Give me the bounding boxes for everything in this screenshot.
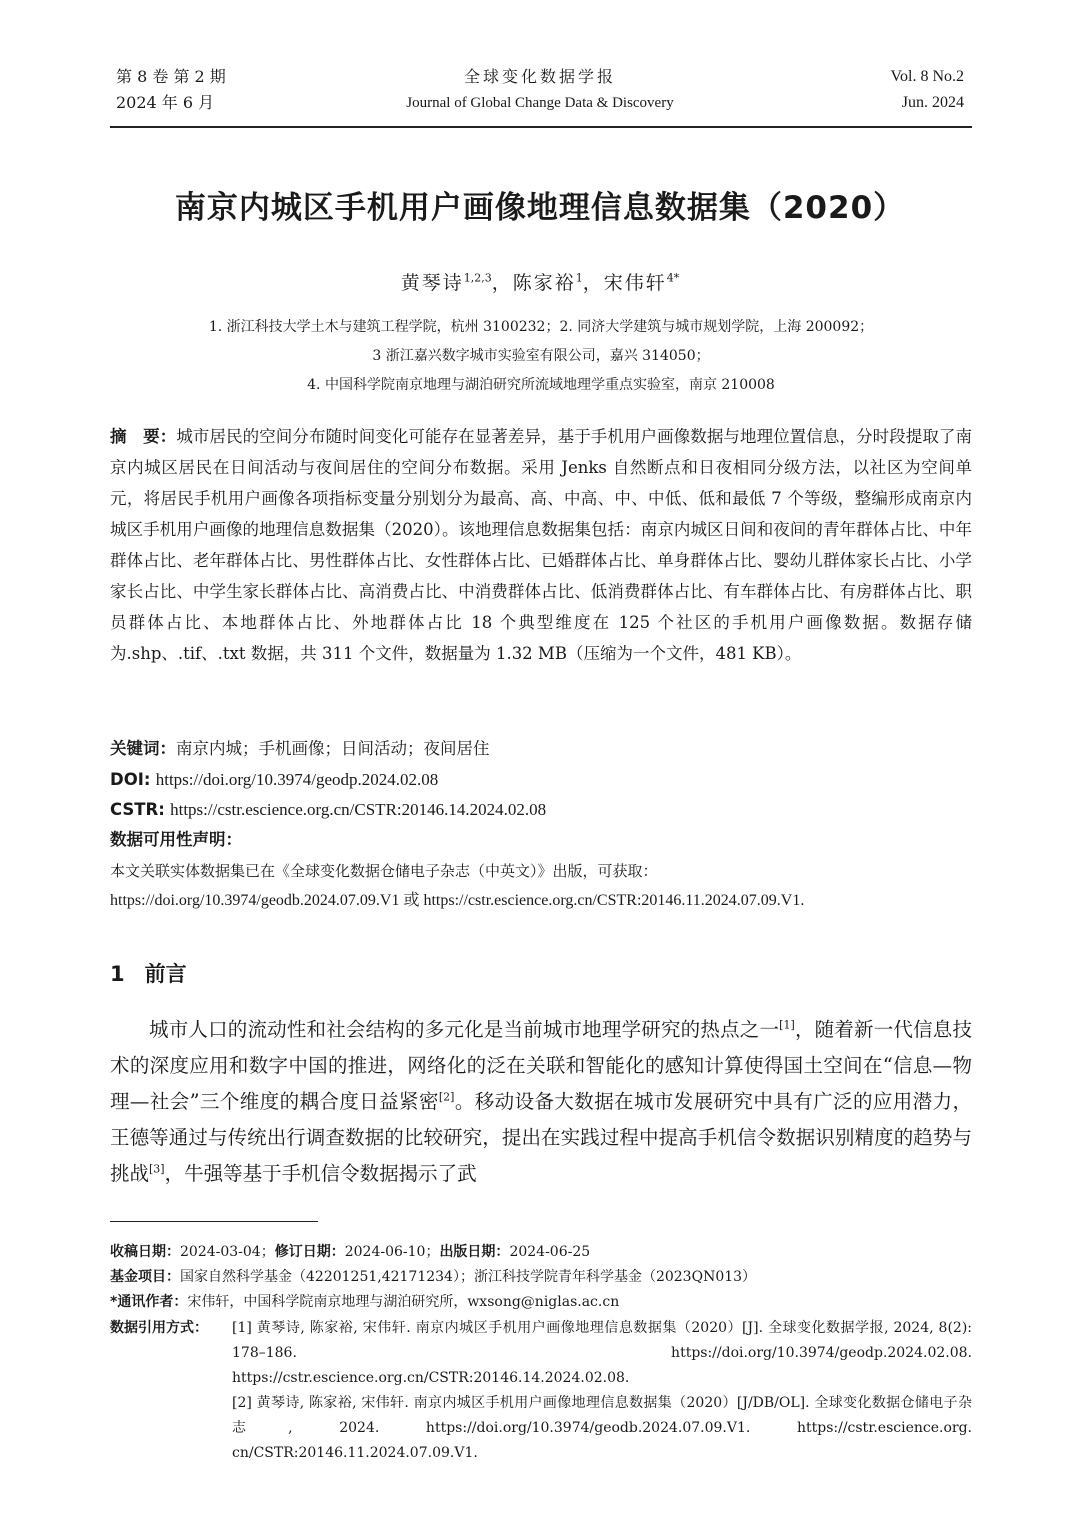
section-number: 1: [110, 962, 125, 986]
citation-label: 数据引用方式：: [110, 1320, 208, 1336]
affiliation-line: 4. 中国科学院南京地理与湖泊研究所流域地理学重点实验室，南京 210008: [307, 377, 775, 393]
fund-line: [110, 1265, 972, 1290]
cstr-link[interactable]: https://cstr.escience.org.cn/CSTR:20146.14.2024.02.08: [170, 800, 547, 819]
revised-date: 2024-06-10；: [344, 1244, 440, 1260]
author-list: [0, 268, 1080, 295]
data-citation: [110, 1316, 972, 1466]
citation-item: [110, 1316, 972, 1391]
affiliation-line: 1. 浙江科技大学土木与建筑工程学院，杭州 3100232；2. 同济大学建筑与城市规划学院，上海 200092；: [208, 319, 874, 335]
published-label: 出版日期：: [439, 1244, 510, 1260]
section-heading: [110, 958, 187, 988]
corr-text: 宋伟轩，中国科学院南京地理与湖泊研究所，wxsong@niglas.ac.cn: [187, 1294, 620, 1310]
received-date: 2024-03-04；: [180, 1244, 275, 1260]
fund-label: 基金项目：: [110, 1269, 180, 1285]
journal-name-en: Journal of Global Change Data & Discovery: [406, 95, 674, 111]
journal-name: [340, 64, 740, 116]
intro-text: ，随着新一代信息技术的深度应用和数字中国的推进，网络化的泛在关联和智能化的感知计算使得国土空间在“信息—物理—社会”三个维度的耦合度日益紧密: [110, 1018, 972, 1113]
keywords: [110, 734, 972, 764]
citation-ref[interactable]: [1]: [779, 1018, 795, 1032]
journal-name-zh: 全球变化数据学报: [463, 67, 616, 86]
cstr-label: CSTR:: [110, 800, 165, 819]
abstract-label: 摘 要：: [110, 427, 177, 446]
doi: [110, 765, 972, 795]
revised-label: 修订日期：: [274, 1244, 345, 1260]
availability-label: 数据可用性声明：: [110, 830, 242, 849]
availability-links[interactable]: https://doi.org/10.3974/geodb.2024.07.09.V1 或 https://cstr.escience.org.cn/CSTR:20146.11.2024.07.09.V1.: [110, 892, 805, 909]
intro-text: ，牛强等基于手机信令数据揭示了武: [164, 1162, 477, 1185]
header-right: [891, 64, 965, 116]
citation-ref[interactable]: [3]: [149, 1162, 165, 1176]
availability-statement: [110, 856, 972, 916]
intro-text: 城市人口的流动性和社会结构的多元化是当前城市地理学研究的热点之一: [149, 1018, 780, 1041]
keywords-text: 南京内城；手机画像；日间活动；夜间居住: [176, 739, 490, 758]
footnote-rule: [110, 1221, 318, 1222]
affiliations: [110, 313, 972, 400]
author-separator: ，: [491, 272, 513, 294]
corresponding-author: [110, 1290, 972, 1315]
availability-line: 本文关联实体数据集已在《全球变化数据仓储电子杂志（中英文）》出版，可获取：: [110, 862, 658, 880]
header-rule: [110, 126, 972, 128]
author-affiliation-mark: 1,2,3: [463, 271, 492, 285]
issue-date: 2024 年 6 月: [116, 93, 215, 112]
abstract-text: 城市居民的空间分布随时间变化可能存在显著差异，基于手机用户画像数据与地理位置信息，分时段提取了南京内城区居民在日间活动与夜间居住的空间分布数据。采用 Jenks 自然断点和日夜相同分级方法，以社区为空间单元，将居民手机用户画像各项指标变量分别划分为最高、高、中高、中、中低、低和最低 7 个等级，整编形成南京内城区手机用户画像的地理信息数据集（2020）。该地理信息数据集包括：南京内城区日间和夜间的青年群体占比、中年群体占比、老年群体占比、男性群体占比、女性群体占比、已婚群体占比、单身群体占比、婴幼儿群体家长占比、小学家长占比、中学生家长群体占比、高消费占比、中消费群体占比、低消费群体占比、有车群体占比、有房群体占比、职员群体占比、本地群体占比、外地群体占比 18 个典型维度在 125 个社区的手机用户画像数据。数据存储为.shp、.tif、.txt 数据，共 311 个文件，数据量为 1.32 MB（压缩为一个文件，481 KB）。: [110, 427, 973, 663]
fund-text: 国家自然科学基金（42201251,42171234）；浙江科技学院青年科学基金（2023QN013）: [180, 1269, 757, 1285]
author-name: 宋伟轩: [603, 272, 667, 294]
section-title: 前言: [144, 962, 187, 986]
issue-volume: 第 8 卷 第 2 期: [116, 67, 226, 86]
cstr: [110, 795, 972, 825]
date-en: Jun. 2024: [901, 94, 964, 111]
availability-heading: [110, 825, 972, 855]
citation-text: [2] 黄琴诗, 陈家裕, 宋伟轩. 南京内城区手机用户画像地理信息数据集（2020）[J/DB/OL]. 全球变化数据仓储电子杂志, 2024. https://doi.org/10.3974/geodb.2024.07.09.V1. https://cstr.escience.org. cn/CSTR:20146.11.2024.07.09.V1.: [232, 1395, 972, 1461]
author-name: 黄琴诗: [400, 272, 464, 294]
published-date: 2024-06-25: [509, 1244, 591, 1260]
author-affiliation-mark: 1: [575, 271, 583, 285]
header-left: [116, 64, 226, 116]
intro-paragraph: [110, 1012, 972, 1192]
paper-title: 南京内城区手机用户画像地理信息数据集（2020）: [174, 190, 906, 226]
author-separator: ，: [582, 272, 604, 294]
volume-en: Vol. 8 No.2: [890, 68, 964, 85]
affiliation-line: 3 浙江嘉兴数字城市实验室有限公司，嘉兴 314050；: [372, 348, 710, 364]
received-label: 收稿日期：: [110, 1244, 180, 1260]
abstract: [110, 421, 972, 669]
citation-ref[interactable]: [2]: [438, 1090, 455, 1104]
author-name: 陈家裕: [512, 272, 576, 294]
citation-text: [1] 黄琴诗, 陈家裕, 宋伟轩. 南京内城区手机用户画像地理信息数据集（2020）[J]. 全球变化数据学报, 2024, 8(2): 178–186. https://doi.org/10.3974/geodp.2024.02.08. https://cstr.escience.org.cn/CSTR:20146.14.2024.02.08.: [232, 1320, 972, 1386]
corr-label: *通讯作者：: [110, 1294, 188, 1310]
doi-link[interactable]: https://doi.org/10.3974/geodp.2024.02.08: [155, 770, 439, 789]
doi-label: DOI:: [110, 770, 151, 789]
dates-line: [110, 1240, 972, 1265]
keywords-label: 关键词：: [110, 739, 176, 758]
citation-item: [110, 1391, 972, 1466]
author-affiliation-mark: 4*: [666, 271, 680, 285]
intro-text: 。移动设备大数据在城市发展研究中具有广泛的应用潜力，王德等通过与传统出行调查数据的比较研究，提出在实践过程中提高手机信令数据识别精度的趋势与挑战: [110, 1090, 972, 1185]
